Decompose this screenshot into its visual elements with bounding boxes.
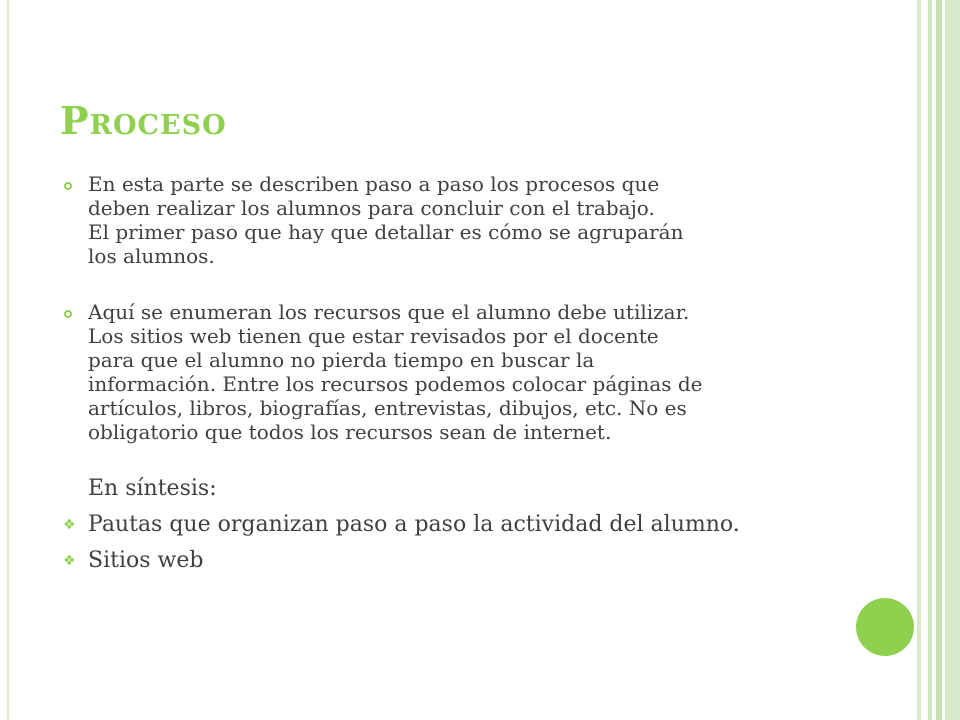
synthesis-label: En síntesis: bbox=[88, 476, 217, 501]
sub-bullet-item bbox=[60, 510, 840, 540]
sub-bullet-item bbox=[60, 546, 840, 576]
text-line: información. Entre los recursos podemos colocar páginas de bbox=[88, 372, 703, 396]
bullet-text bbox=[88, 172, 840, 268]
decorative-circle bbox=[856, 598, 914, 656]
bullet-item bbox=[60, 172, 840, 268]
text-line: El primer paso que hay que detallar es cómo se agruparán bbox=[88, 220, 684, 244]
slide-title: Proceso bbox=[60, 98, 227, 143]
bullet-item bbox=[60, 300, 840, 444]
text-line: deben realizar los alumnos para concluir con el trabajo. bbox=[88, 196, 655, 220]
text-line: Aquí se enumeran los recursos que el alumno debe utilizar. bbox=[88, 300, 690, 324]
diamond-bullet-icon: ❖ bbox=[63, 553, 76, 569]
sub-bullet-text: Pautas que organizan paso a paso la actividad del alumno. bbox=[88, 512, 740, 537]
diamond-bullet-icon: ❖ bbox=[63, 517, 76, 533]
circle-bullet-icon bbox=[64, 310, 72, 318]
sub-bullet-text: Sitios web bbox=[88, 548, 204, 573]
left-border-line bbox=[7, 0, 9, 720]
right-decor-stripe bbox=[945, 0, 960, 720]
text-line: los alumnos. bbox=[88, 244, 215, 268]
bullet-text bbox=[88, 300, 840, 444]
text-line: para que el alumno no pierda tiempo en buscar la bbox=[88, 348, 595, 372]
circle-bullet-icon bbox=[64, 182, 72, 190]
text-line: Los sitios web tienen que estar revisados por el docente bbox=[88, 324, 659, 348]
right-decor-stripe bbox=[921, 0, 928, 720]
slide-body bbox=[60, 172, 840, 576]
text-line: artículos, libros, biografías, entrevistas, dibujos, etc. No es bbox=[88, 396, 687, 420]
text-line: obligatorio que todos los recursos sean de internet. bbox=[88, 420, 612, 444]
text-line: En esta parte se describen paso a paso los procesos que bbox=[88, 172, 660, 196]
